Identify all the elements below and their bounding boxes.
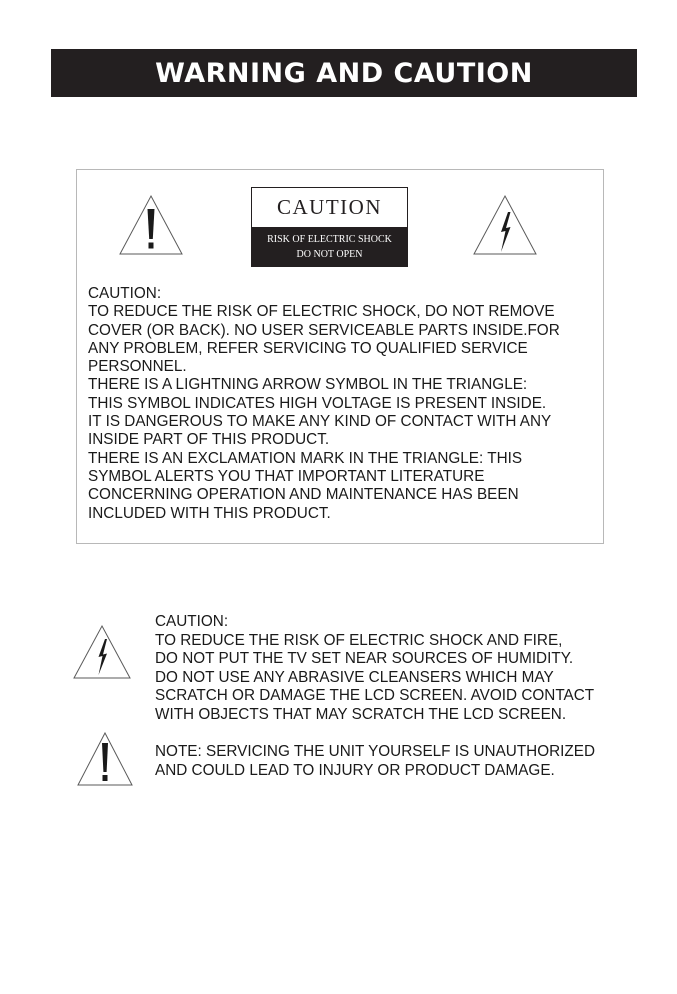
page-title: WARNING AND CAUTION: [155, 57, 533, 89]
caution-label-subtitle: [252, 227, 407, 266]
caution-box: [76, 169, 604, 544]
caution-body-text: CAUTION: TO REDUCE THE RISK OF ELECTRIC SHOCK, DO NOT REMOVE COVER (OR BACK). NO USER SERVICEABLE PARTS INSIDE.FOR ANY PROBLEM, REFER SERVICING TO QUALIFIED SERVICE PERSONNEL. THERE IS A LIGHTNING ARROW SYMBOL IN THE TRIANGLE: THIS SYMBOL INDICATES HIGH VOLTAGE IS PRESENT INSIDE. IT IS DANGEROUS TO MAKE ANY KIND OF CONTACT WITH ANY INSIDE PART OF THIS PRODUCT. THERE IS AN EXCLAMATION MARK IN THE TRIANGLE: THIS SYMBOL ALERTS YOU THAT IMPORTANT LITERATURE CONCERNING OPERATION AND MAINTENANCE HAS BEEN INCLUDED WITH THIS PRODUCT.: [88, 285, 560, 522]
caution-label: [251, 187, 408, 267]
exclamation-triangle-icon: [118, 194, 184, 256]
header-bar: [51, 49, 637, 97]
exclamation-triangle-icon: [76, 731, 134, 787]
caution-label-line2: DO NOT OPEN: [296, 248, 363, 260]
caution-note: CAUTION: TO REDUCE THE RISK OF ELECTRIC SHOCK AND FIRE, DO NOT PUT THE TV SET NEAR SOURCES OF HUMIDITY. DO NOT USE ANY ABRASIVE CLEANSERS WHICH MAY SCRATCH OR DAMAGE THE LCD SCREEN. AVOID CONTACT WITH OBJECTS THAT MAY SCRATCH THE LCD SCREEN.: [155, 613, 595, 723]
caution-label-title: CAUTION: [277, 195, 382, 219]
lightning-triangle-icon: [72, 624, 132, 680]
servicing-note: NOTE: SERVICING THE UNIT YOURSELF IS UNAUTHORIZED AND COULD LEAD TO INJURY OR PRODUCT DAMAGE.: [155, 743, 595, 779]
caution-label-line1: RISK OF ELECTRIC SHOCK: [267, 233, 392, 245]
lightning-triangle-icon: [472, 194, 538, 256]
